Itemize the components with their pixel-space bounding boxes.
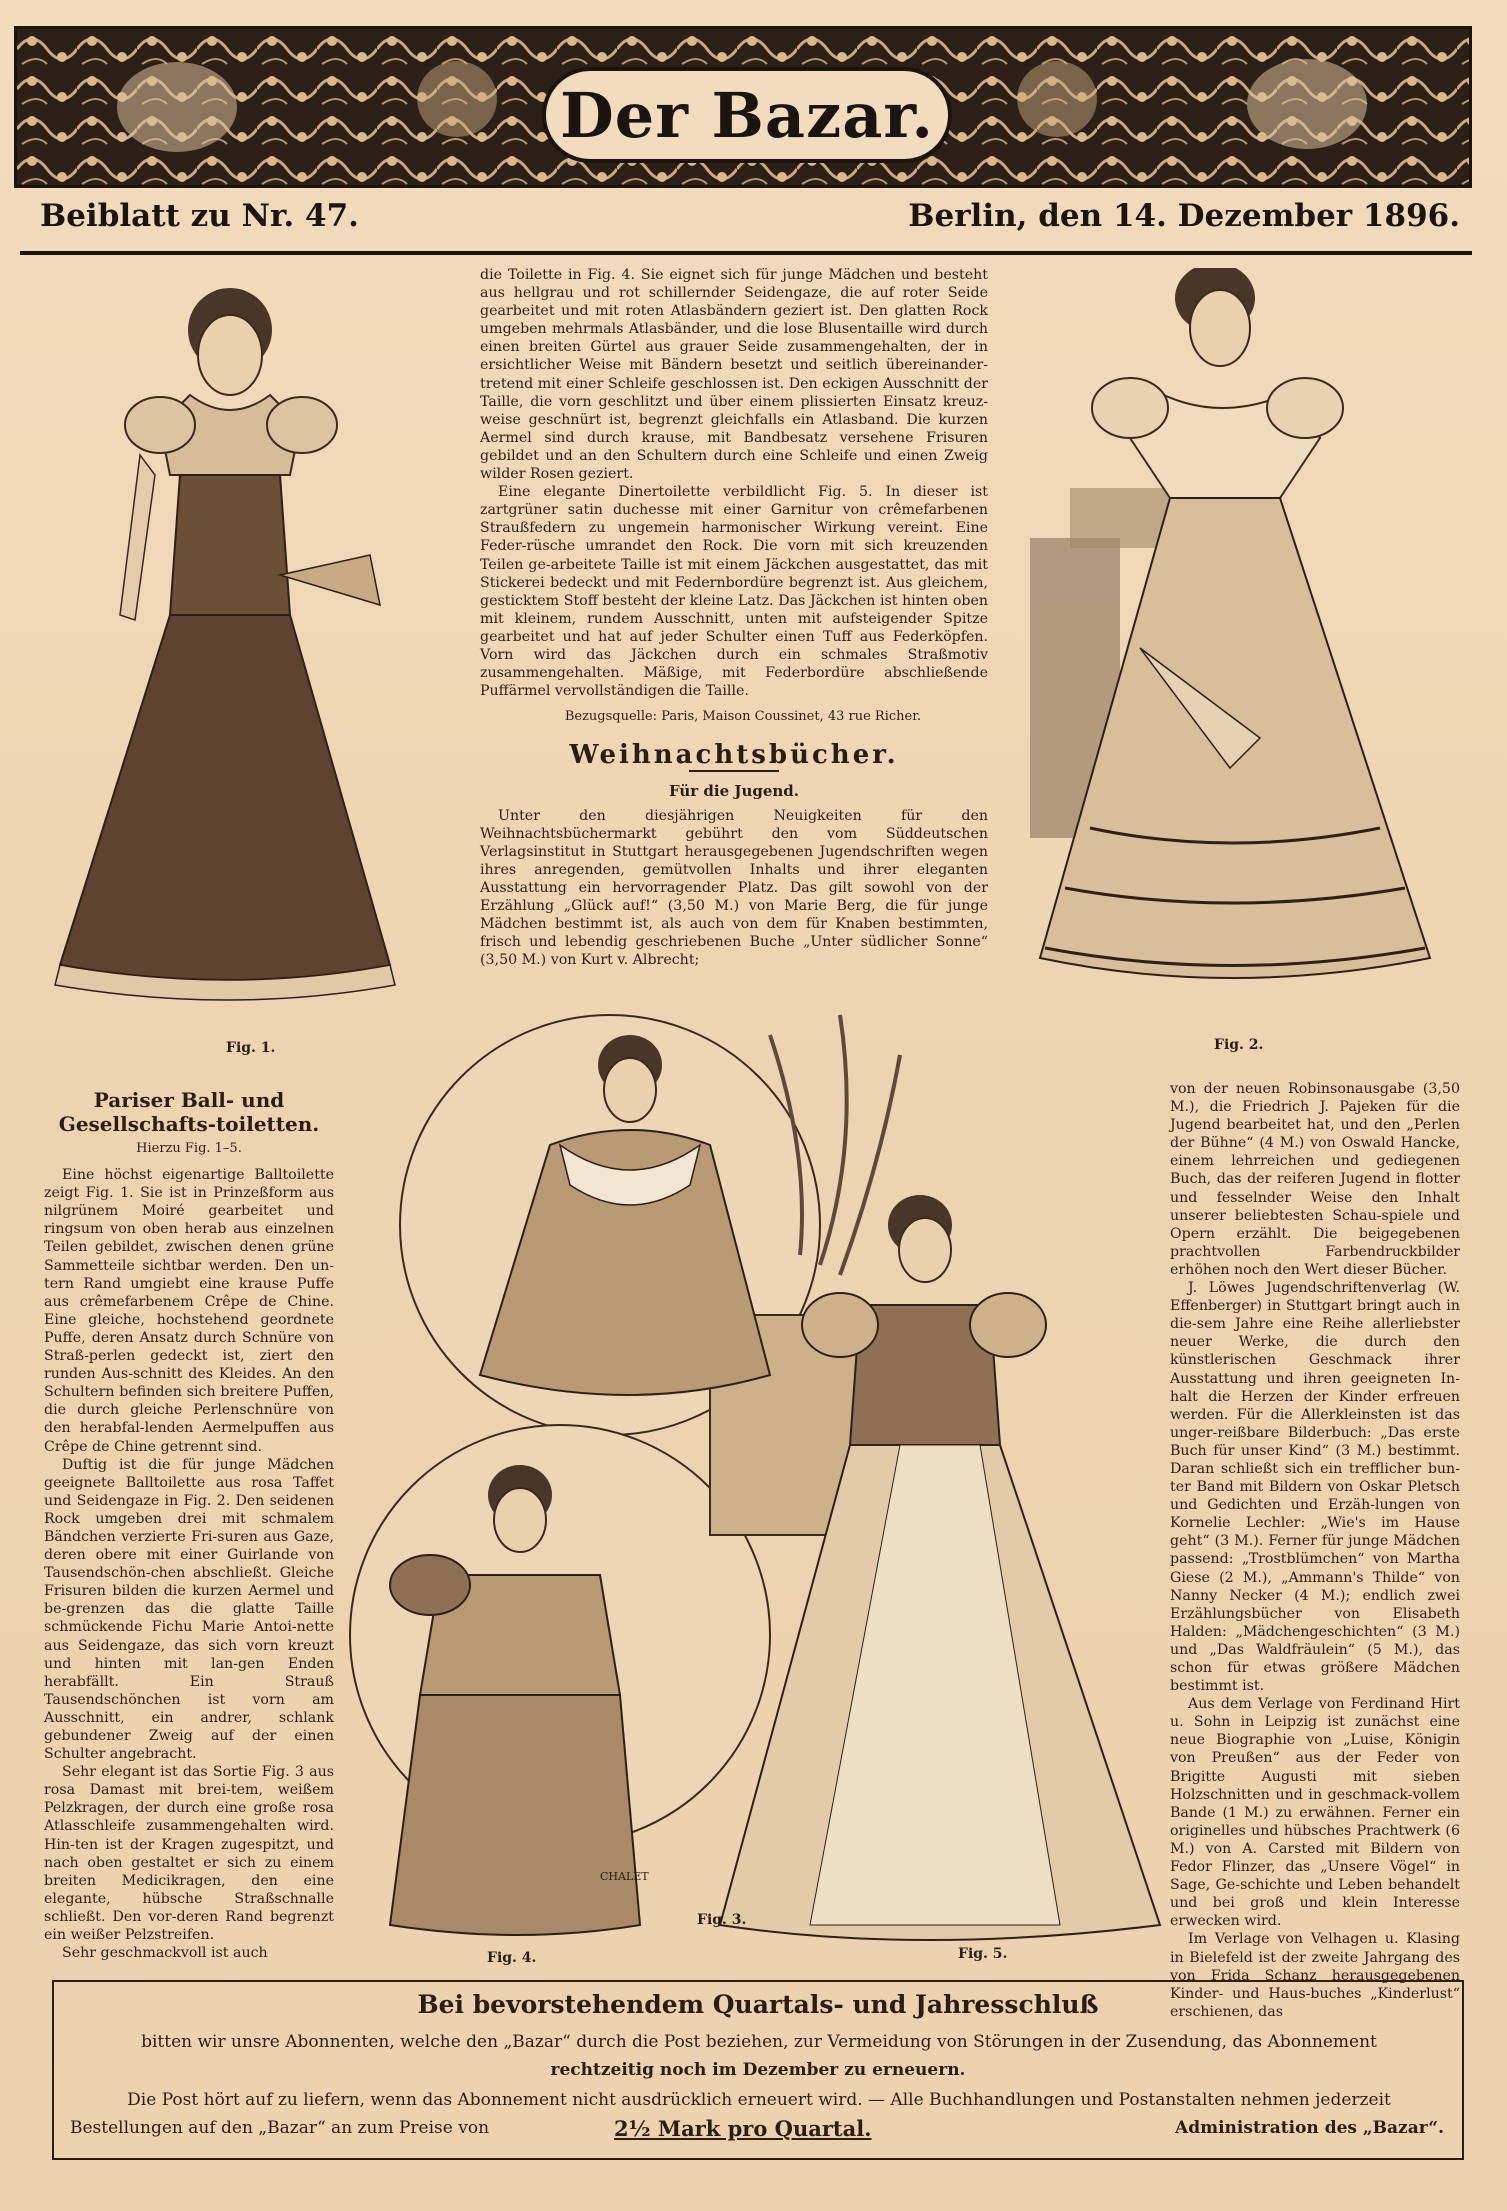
issue-number: Beiblatt zu Nr. 47. [40, 198, 359, 234]
fig5-caption: Fig. 5. [958, 1946, 1008, 1962]
notice-line: rechtzeitig noch im Dezember zu erneuern. [550, 2060, 966, 2080]
notice-line: Bestellungen auf den „Bazar“ an zum Preise von [70, 2118, 490, 2138]
fig2-caption: Fig. 2. [1214, 1037, 1264, 1053]
article-paragraph: Eine höchst eigenartige Balltoilette zeigt Fig. 1. Sie ist in Prinzeßform aus nilgrünem Moiré gearbeitet und ringsum von oben herab aus einzelnen Teilen gebildet, zwischen denen grüne Sammetteile sichtbar werden. Den un-tern Rand umgiebt eine krause Puffe aus crêmefarbenem Crêpe de Chine. Eine gleiche, hochstehend geordnete Puffe, deren Ansatz durch Schnüre von Straß-perlen gedeckt ist, ziert den runden Aus-schnitt des Kleides. An den Schultern befinden sich breitere Puffen, die durch gleiche Perlenschnüre von den herabfal-lenden Aermelpuffen aus Crêpe de Chine getrennt sind. [44, 1167, 334, 1455]
fig1-caption: Fig. 1. [226, 1040, 276, 1056]
article-paragraph: Aus dem Verlage von Ferdinand Hirt u. Sohn in Leipzig ist zunächst eine neue Biographie von „Luise, Königin von Preußen“ aus der Feder von Brigitte Augusti mit sieben Holzschnitten und in geschmack-vollem Bande (1 M.) zu erwähnen. Ferner ein originelles und hübsches Prachtwerk (6 M.) von A. Carsted mit Bildern von Fedor Flinzer, das „Unsere Vögel“ in Sage, Ge-schichte und Leben behandelt und bei groß und klein Interesse erwecken wird. [1170, 1696, 1460, 1930]
section-subtitle: Für die Jugend. [668, 782, 800, 801]
article-paragraph: Sehr elegant ist das Sortie Fig. 3 aus rosa Damast mit brei-tem, weißem Pelzkragen, der durch eine große rosa Atlasschleife zusammengehalten wird. Hin-ten ist der Kragen zugespitzt, und nach oben gestaltet er sich zu einem breiten Medicikragen, den eine elegante, hübsche Straßschnalle schließt. Den vor-deren Rand begrenzt ein weißer Pelzstreifen. [44, 1764, 334, 1944]
issue-line [40, 198, 1460, 246]
right-column-article [1170, 1080, 1460, 2021]
article-paragraph: Duftig ist die für junge Mädchen geeignete Balltoilette aus rosa Taffet und Seidengaze in Fig. 2. Den seidenen Rock umgeben drei mit schmalem Bändchen verzierte Fri-suren aus Gaze, deren obere mit einer Guirlande von Tausendschön-chen abschließt. Gleiche Frisuren bilden die kurzen Aermel und be-grenzen das die glatte Taille schmückende Fichu Marie Antoi-nette aus Seidengaze, das sich vorn kreuzt und hinten mit lan-gen Enden herabfällt. Ein Strauß Tausendschönchen ist vorn am Ausschnitt, ein andrer, schlank gebundener Zweig auf der einen Schulter angebracht. [44, 1456, 334, 1763]
article-paragraph: J. Löwes Jugendschriftenverlag (W. Effenberger) in Stuttgart bringt auch in die-sem Jahre eine Reihe allerliebster neuer Werke, die durch den künstlerischen Geschmack ihrer Ausstattung und ihren geeigneten In-halt die Herzen der Kinder erfreuen werden. Für die Allerkleinsten ist das unger-reißbare Bilderbuch: „Das erste Buch für unser Kind“ (3 M.) bestimmt. Daran schließt sich ein trefflicher bun-ter Band mit Bildern von Oskar Pletsch und Gedichten und Erzäh-lungen von Kornelie Lechler: „Wie's im Hause geht“ (3 M.). Ferner für junge Mädchen passend: „Trostblümchen“ von Martha Giese (2 M.), „Ammann's Thilde“ von Nanny Necker (4 M.); endlich zwei Erzählungsbücher von Elisabeth Halden: „Mädchengeschichten“ (3 M.) und „Das Waldfräulein“ (5 M.), das schon für etwas größere Mädchen bestimmt ist. [1170, 1280, 1460, 1695]
artist-signature: CHALET [600, 1870, 649, 1883]
price-text: 2½ Mark pro Quartal. [614, 2116, 872, 2141]
source-note: Bezugsquelle: Paris, Maison Coussinet, 43 rue Richer. [564, 709, 922, 725]
newspaper-title: Der Bazar. [560, 78, 934, 152]
administration-signature: Administration des „Bazar“. [1175, 2118, 1444, 2138]
section-title: Weihnachtsbücher. [569, 740, 899, 771]
notice-heading: Bei bevorstehendem Quartals- und Jahresschluß [417, 1990, 1099, 2019]
article-paragraph: die Toilette in Fig. 4. Sie eignet sich für junge Mädchen und besteht aus hellgrau und rot schillernder Seidengaze, die auf roter Seide gearbeitet und mit roten Atlasbändern geziert ist. Den glatten Rock umgeben mehrmals Atlasbänder, und die lose Blusentaille wird durch einen breiten Gürtel aus grauer Seide zusammengehalten, der in ersichtlicher Weise mit Bändern besetzt und seitlich übereinander-tretend mit einer Schleife geschlossen ist. Den eckigen Ausschnitt der Taille, die vorn geschlitzt und über einem plissierten Einsatz kreuz-weise geschnürt ist, begrenzt gleichfalls ein Atlasband. Die kurzen Aermel sind durch krause, mit Bandbesatz versehene Frisuren gebildet und an den Schultern durch eine Schleife und einen Zweig wilder Rosen geziert. [480, 267, 988, 483]
fig4-caption: Fig. 4. [487, 1950, 537, 1966]
top-article [480, 266, 988, 969]
header-rule [20, 251, 1472, 255]
article-paragraph: Sehr geschmackvoll ist auch [62, 1945, 268, 1962]
paris-subtitle: Hierzu Fig. 1–5. [136, 1141, 242, 1156]
place-date: Berlin, den 14. Dezember 1896. [908, 198, 1460, 234]
title-rule [689, 770, 779, 772]
fig1-illustration [40, 275, 420, 1015]
title-plate [542, 67, 952, 163]
article-paragraph: Im Verlage von Velhagen u. Klasing in Bielefeld ist der zweite Jahrgang des von Frida Schanz herausgegebenen Kinder- und Haus-buches „Kinderlust“ erschienen, das [1170, 1931, 1460, 2020]
notice-line: Die Post hört auf zu liefern, wenn das Abonnement nicht ausdrücklich erneuert wird. — Alle Buchhandlungen und Postanstalten nehmen jederzeit [127, 2090, 1391, 2110]
fig2-illustration [1030, 268, 1450, 1008]
article-paragraph: Eine elegante Dinertoilette verbildlicht Fig. 5. In dieser ist zartgrüner satin duchesse mit einer Garnitur von crêmefarbenen Straußfedern zu ungemein harmonischer Wirkung vereint. Eine Feder-rüsche umrandet den Rock. Die vorn mit sich kreuzenden Teilen ge-arbeitete Taille ist mit einem Jäckchen ausgestattet, das mit Stickerei bedeckt und mit Federnbordüre begrenzt ist. Aus gleichem, gesticktem Stoff besteht der kleine Latz. Das Jäckchen ist hinten oben mit kleinem, rundem Ausschnitt, unten mit aufsteigender Spitze gearbeitet und hat auf jeder Schulter einen Tuff aus Federköpfen. Vorn wird das Jäckchen durch ein schmales Straßmotiv zusammengehalten. Mäßige, mit Federbordüre abschließende Puffärmel vervollständigen die Taille. [480, 484, 988, 700]
notice-line: bitten wir unsre Abonnenten, welche den „Bazar“ durch die Post beziehen, zur Vermeidung von Störungen in der Zusendung, das Abonnement [141, 2032, 1377, 2052]
article-paragraph: von der neuen Robinsonausgabe (3,50 M.), die Friedrich J. Pajeken für die Jugend bearbeitet hat, und den „Perlen der Bühne“ (4 M.) von Oswald Hancke, einem lehrreichen und gediegenen Buch, das der reiferen Jugend in flotter und fesselnder Weise den Inhalt unserer beliebtesten Schau-spiele und Opern erzählt. Die beigegebenen prachtvollen Farbendruckbilder erhöhen noch den Wert dieser Bücher. [1170, 1081, 1460, 1278]
fig3-5-illustration [340, 995, 1170, 1955]
masthead-banner [14, 26, 1472, 188]
paris-article [44, 1088, 334, 1962]
subscription-notice [52, 1980, 1464, 2160]
paris-title: Pariser Ball- und Gesellschafts-toiletten. [58, 1088, 320, 1136]
section-body: Unter den diesjährigen Neuigkeiten für den Weihnachtsbüchermarkt gebührt den vom Süddeutschen Verlagsinstitut in Stuttgart herausgegebenen Jugendschriften wegen ihres anregenden, gemütvollen Inhalts und ihrer eleganten Ausstattung ein hervorragender Platz. Das gilt sowohl von der Erzählung „Glück auf!“ (3,50 M.) von Marie Berg, die für junge Mädchen bestimmt ist, als auch von dem für Knaben bestimmten, frisch und lebendig geschriebenen Buche „Unter südlicher Sonne“ (3,50 M.) von Kurt v. Albrecht; [480, 807, 988, 969]
fig3-caption: Fig. 3. [697, 1912, 747, 1928]
